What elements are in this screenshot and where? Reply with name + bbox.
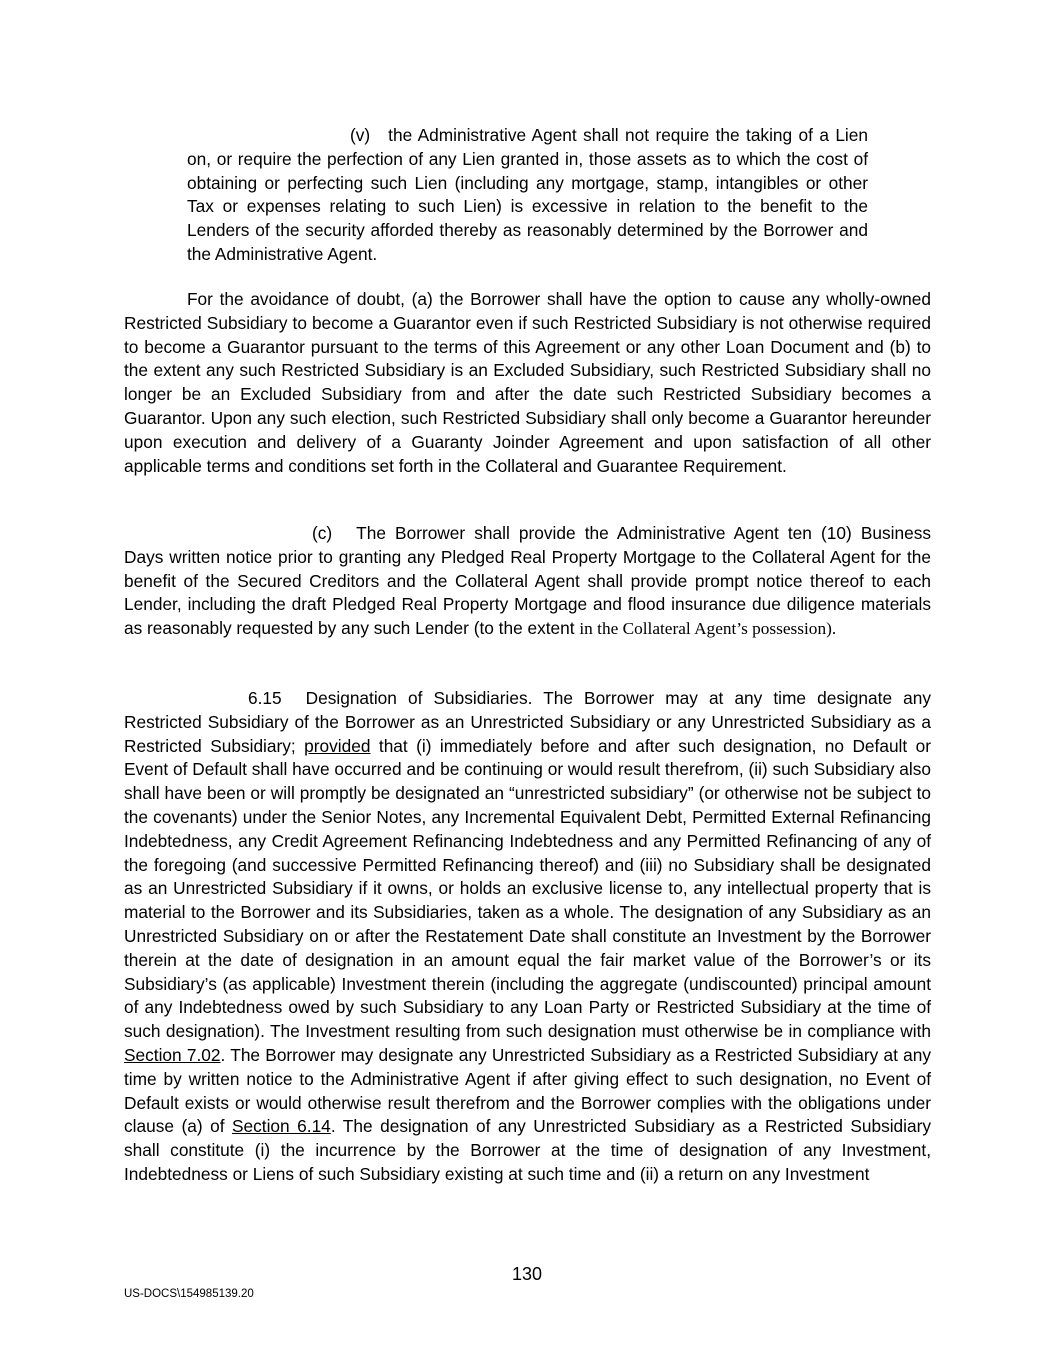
section-text-part-3: . The Borrower may designate any Unrestricted Subsidiary as a Restricted Subsidiary at any time by written notice to the Administrative Agent if after giving effect to such designation, no Event of Default exists or would otherwise result therefrom and the Borrower complies with the obligations under clause (a) of [124, 1044, 932, 1137]
clause-v-text: the Administrative Agent shall not require the taking of a Lien on, or require the perfection of any Lien granted in, those assets as to which the cost of obtaining or perfecting such Lien (including any mortgage, stamp, intangibles or other Tax or expenses relating to such Lien) is excessive in relation to the benefit to the Lenders of the security afforded thereby as reasonably determined by the Borrower and the Administrative Agent. [187, 125, 868, 264]
section-6-14-reference[interactable]: Section 6.14 [232, 1116, 331, 1137]
clause-c-label: (c) [312, 523, 333, 543]
clause-c-text-tail: in the Collateral Agent’s possession). [579, 619, 837, 639]
section-text-part-1: The Borrower may at any time designate any Restricted Subsidiary of the Borrower as an Unrestricted Subsidiary or any Unrestricted Subsidiary as a Restricted Subsidiary; [124, 688, 931, 756]
clause-v-label: (v) [350, 125, 371, 145]
paragraph-clause-c [124, 522, 931, 641]
provided-term: provided [304, 735, 371, 756]
section-6-15 [124, 687, 931, 1187]
section-7-02-reference[interactable]: Section 7.02 [124, 1044, 221, 1065]
avoidance-of-doubt-text: For the avoidance of doubt, (a) the Borrower shall have the option to cause any wholly-owned Restricted Subsidiary to become a Guarantor even if such Restricted Subsidiary is not otherwise required to become a Guarantor pursuant to the terms of this Agreement or any other Loan Document and (b) to the extent any such Restricted Subsidiary is an Excluded Subsidiary, such Restricted Subsidiary shall no longer be an Excluded Subsidiary from and after the date such Restricted Subsidiary becomes a Guarantor. Upon any such election, such Restricted Subsidiary shall only become a Guarantor hereunder upon execution and delivery of a Guaranty Joinder Agreement and upon satisfaction of all other applicable terms and conditions set forth in the Collateral and Guarantee Requirement. [124, 289, 931, 476]
section-text-part-2: that (i) immediately before and after such designation, no Default or Event of Default shall have occurred and be continuing or would result therefrom, (ii) such Subsidiary also shall have been or will promptly be designated an “unrestricted subsidiary” (or otherwise not be subject to the covenants) under the Senior Notes, any Incremental Equivalent Debt, Permitted External Refinancing Indebtedness, any Credit Agreement Refinancing Indebtedness and any Permitted Refinancing of any of the foregoing (and successive Permitted Refinancing thereof) and (iii) no Subsidiary shall be designated as an Unrestricted Subsidiary if it owns, or holds an exclusive license to, any intellectual property that is material to the Borrower and its Subsidiaries, taken as a whole. The designation of any Subsidiary as an Unrestricted Subsidiary on or after the Restatement Date shall constitute an Investment by the Borrower therein at the date of designation in an amount equal the fair market value of the Borrower’s or its Subsidiary’s (as applicable) Investment therein (including the aggregate (undiscounted) principal amount of any Indebtedness owed by such Subsidiary to any Loan Party or Restricted Subsidiary at the time of such designation). The Investment resulting from such designation must otherwise be in compliance with [124, 735, 931, 1042]
section-text-part-4: . The designation of any Unrestricted Subsidiary as a Restricted Subsidiary shall constitute (i) the incurrence by the Borrower at the time of designation of any Investment, Indebtedness or Liens of such Subsidiary existing at such time and (ii) a return on any Investment [124, 1116, 931, 1184]
section-heading: Designation of Subsidiaries. [305, 688, 533, 708]
clause-c-text: The Borrower shall provide the Administrative Agent ten (10) Business Days written notice prior to granting any Pledged Real Property Mortgage to the Collateral Agent for the benefit of the Secured Creditors and the Collateral Agent shall provide prompt notice thereof to each Lender, including the draft Pledged Real Property Mortgage and flood insurance due diligence materials as reasonably requested by any such Lender (to the extent [124, 523, 931, 639]
page-number: 130 [511, 1264, 543, 1284]
section-number: 6.15 [248, 688, 282, 708]
paragraph-avoidance-of-doubt [124, 288, 931, 478]
paragraph-clause-v [187, 124, 868, 267]
document-id: US-DOCS\154985139.20 [124, 1288, 254, 1300]
